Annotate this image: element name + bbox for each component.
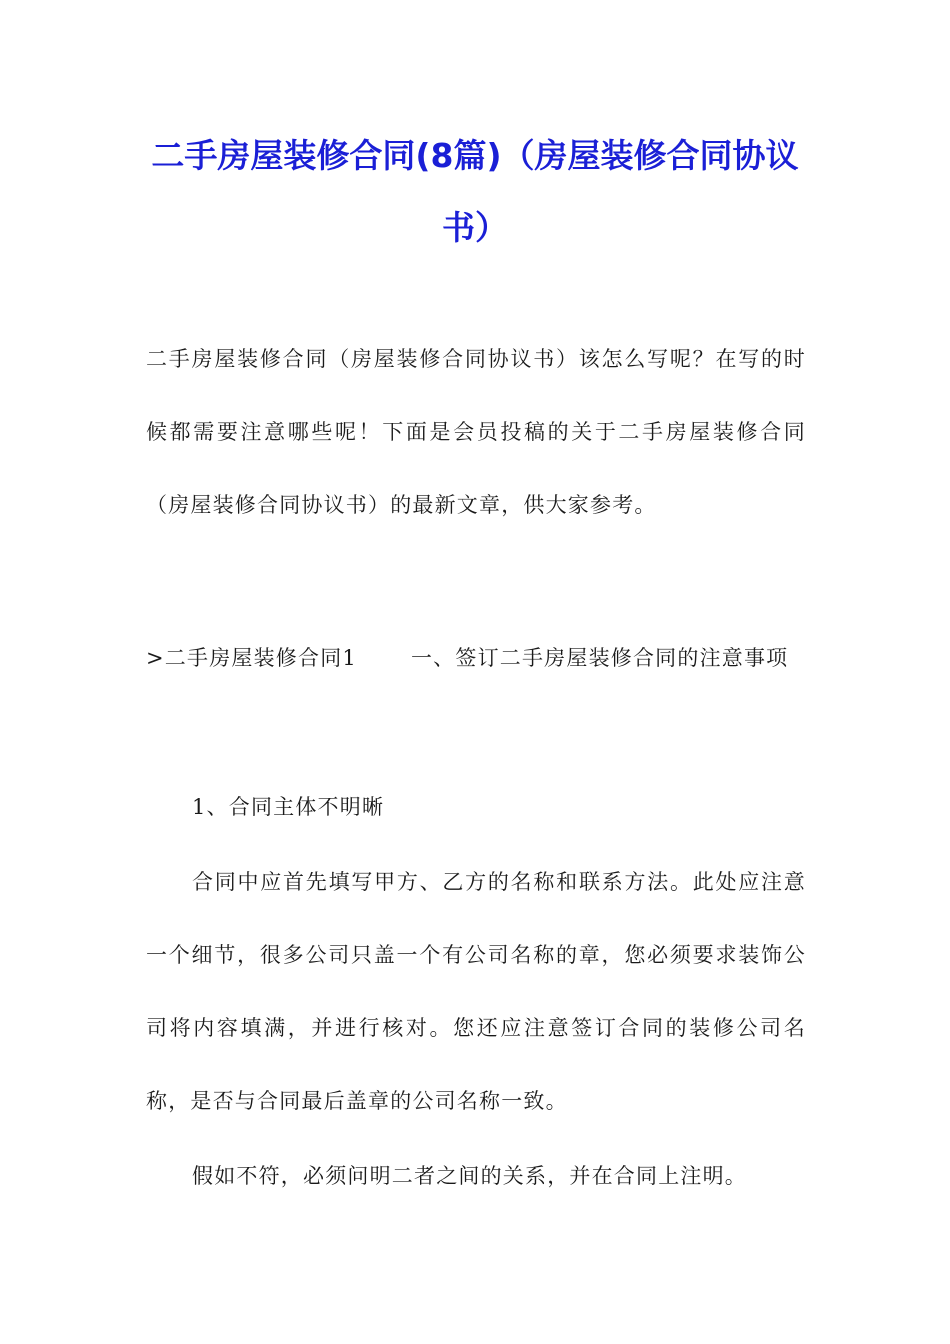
section-subheading: 一、签订二手房屋装修合同的注意事项 xyxy=(410,646,789,670)
item-heading: 1、合同主体不明晰 xyxy=(192,795,385,819)
section-heading: >二手房屋装修合同1 xyxy=(146,646,357,670)
body-paragraph: 合同中应首先填写甲方、乙方的名称和联系方法。此处应注意一个细节，很多公司只盖一个有公司名称的章，您必须要求装饰公司将内容填满，并进行核对。您还应注意签订合同的装修公司名称，是否与合同最后盖章的公司名称一致。 xyxy=(146,870,806,1113)
document-title: 二手房屋装修合同(8篇)（房屋装修合同协议书） xyxy=(151,136,799,247)
intro-paragraph: 二手房屋装修合同（房屋装修合同协议书）该怎么写呢？在写的时候都需要注意哪些呢！下面是会员投稿的关于二手房屋装修合同（房屋装修合同协议书）的最新文章，供大家参考。 xyxy=(146,347,806,517)
section-heading-paragraph xyxy=(146,622,806,695)
body-paragraph-2: 假如不符，必须问明二者之间的关系，并在合同上注明。 xyxy=(192,1164,747,1188)
